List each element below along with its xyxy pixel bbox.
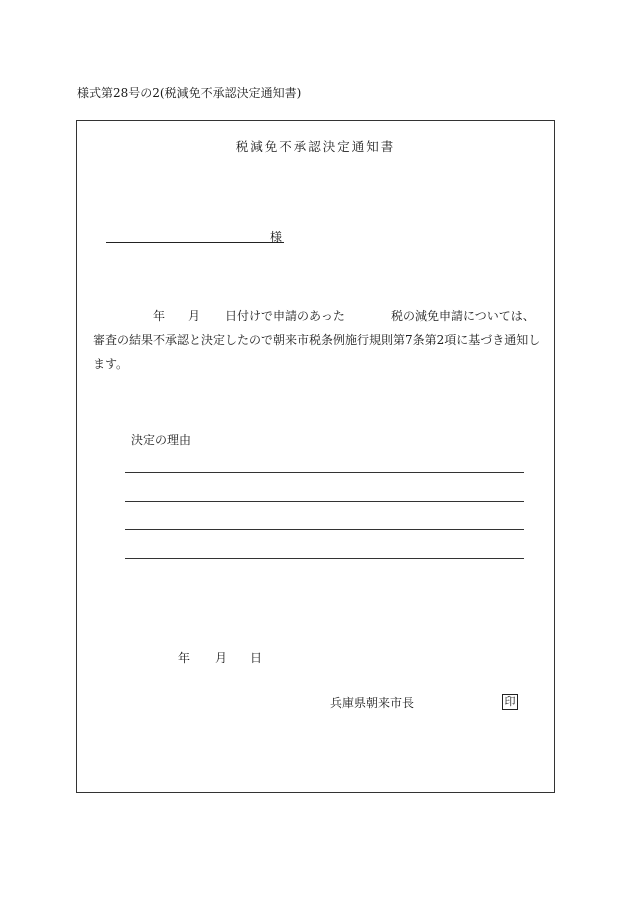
body-line2: 審査の結果不承認と決定したので朝来市税条例施行規則第7条第2項に基づき通知し <box>93 333 541 347</box>
document-title: 税減免不承認決定通知書 <box>235 139 396 154</box>
addressee-line <box>106 241 284 243</box>
seal-mark: 印 <box>502 694 518 710</box>
body-line3: ます。 <box>93 357 129 371</box>
reason-line <box>125 557 524 559</box>
addressee-honorific: 様 <box>270 230 283 244</box>
form-number: 様式第28号の2(税減免不承認決定通知書) <box>77 86 302 100</box>
date-day: 日 <box>250 651 263 665</box>
reason-label: 決定の理由 <box>131 433 192 447</box>
body-year: 年 <box>153 309 166 323</box>
reason-line <box>125 528 524 530</box>
date-month: 月 <box>215 651 228 665</box>
reason-line <box>125 471 524 473</box>
date-year: 年 <box>178 651 191 665</box>
reason-line <box>125 500 524 502</box>
document-frame <box>76 120 555 793</box>
body-month: 月 <box>188 309 201 323</box>
body-line1-mid: 日付けで申請のあった <box>225 309 345 323</box>
body-line1-end: 税の減免申請については、 <box>391 309 535 323</box>
issuer-name: 兵庫県朝来市長 <box>330 696 415 710</box>
